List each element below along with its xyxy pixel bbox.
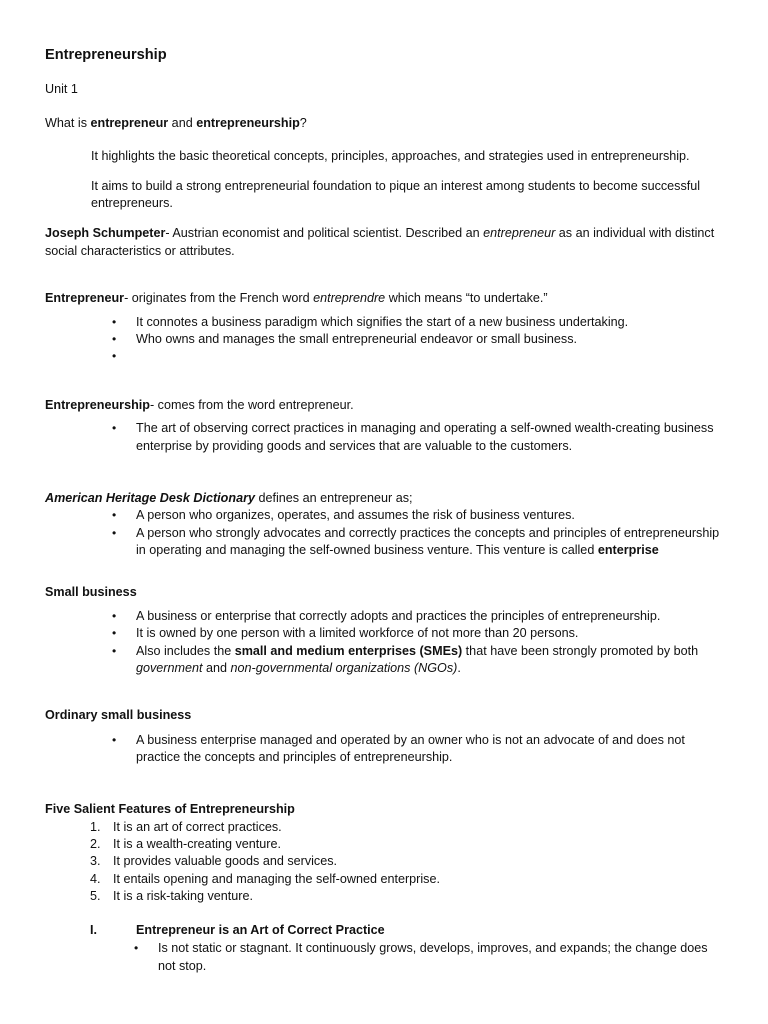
feature-number: 1. <box>90 820 101 834</box>
entrepreneur-definition: Entrepreneur- originates from the French word entreprendre which means “to undertake.” <box>45 291 548 305</box>
bullet-marker-empty: • <box>112 349 117 363</box>
entrepreneurship-bullet-1-line-2: enterprise by providing goods and services that are valuable to the customers. <box>136 439 573 453</box>
intro-line-1: It highlights the basic theoretical concepts, principles, approaches, and strategies used in entrepreneurship. <box>91 149 690 163</box>
bullet-marker: • <box>112 421 117 435</box>
question-line: What is entrepreneur and entrepreneurship? <box>45 116 307 130</box>
feature-item: It entails opening and managing the self-owned enterprise. <box>113 872 440 886</box>
entrepreneurship-bullet-1-line-1: The art of observing correct practices in managing and operating a self-owned wealth-creating business <box>136 421 714 435</box>
ordinary-small-business-heading: Ordinary small business <box>45 708 192 722</box>
feature-item: It provides valuable goods and services. <box>113 854 338 868</box>
section-bullet-1-line-2: not stop. <box>158 959 207 973</box>
entrepreneur-bullet-1: It connotes a business paradigm which signifies the start of a new business undertaking. <box>136 315 629 329</box>
schumpeter-line-1: Joseph Schumpeter- Austrian economist and political scientist. Described an entrepreneur as an individual with distinct <box>45 226 715 240</box>
dictionary-bullet-2-line-2: in operating and managing the self-owned business venture. This venture is called enterprise <box>136 543 659 557</box>
small-business-bullet-2: It is owned by one person with a limited workforce of not more than 20 persons. <box>136 626 579 640</box>
feature-number: 4. <box>90 872 101 886</box>
small-business-bullet-3-line-1: Also includes the small and medium enterprises (SMEs) that have been strongly promoted by both <box>136 644 699 658</box>
intro-line-2: It aims to build a strong entrepreneurial foundation to pique an interest among students to become successful <box>91 179 701 193</box>
section-heading: Entrepreneur is an Art of Correct Practice <box>136 923 385 937</box>
dictionary-definition: American Heritage Desk Dictionary defines an entrepreneur as; <box>45 491 413 505</box>
bullet-marker: • <box>112 609 117 623</box>
dictionary-bullet-2-line-1: A person who strongly advocates and correctly practices the concepts and principles of entrepreneurship <box>136 526 720 540</box>
feature-item: It is an art of correct practices. <box>113 820 282 834</box>
bullet-marker: • <box>112 332 117 346</box>
ordinary-bullet-1-line-1: A business enterprise managed and operated by an owner who is not an advocate of and does not <box>136 733 685 747</box>
section-bullet-1-line-1: Is not static or stagnant. It continuously grows, develops, improves, and expands; the change does <box>158 941 708 955</box>
ordinary-bullet-1-line-2: practice the concepts and principles of entrepreneurship. <box>136 750 453 764</box>
bullet-marker: • <box>112 315 117 329</box>
feature-item: It is a wealth-creating venture. <box>113 837 281 851</box>
intro-line-3: entrepreneurs. <box>91 196 173 210</box>
feature-number: 3. <box>90 854 101 868</box>
feature-number: 2. <box>90 837 101 851</box>
dictionary-bullet-1: A person who organizes, operates, and assumes the risk of business ventures. <box>136 508 575 522</box>
bullet-marker: • <box>112 644 117 658</box>
feature-number: 5. <box>90 889 101 903</box>
bullet-marker: • <box>112 526 117 540</box>
feature-item: It is a risk-taking venture. <box>113 889 253 903</box>
bullet-marker: • <box>112 508 117 522</box>
section-number: I. <box>90 923 97 937</box>
unit-label: Unit 1 <box>45 82 78 96</box>
entrepreneurship-definition: Entrepreneurship- comes from the word entrepreneur. <box>45 398 354 412</box>
small-business-bullet-1: A business or enterprise that correctly adopts and practices the principles of entrepreneurship. <box>136 609 661 623</box>
bullet-marker: • <box>112 733 117 747</box>
bullet-marker: • <box>134 941 139 955</box>
features-heading: Five Salient Features of Entrepreneurship <box>45 802 295 816</box>
small-business-heading: Small business <box>45 585 137 599</box>
document-title: Entrepreneurship <box>45 47 167 63</box>
small-business-bullet-3-line-2: government and non-governmental organizations (NGOs). <box>136 661 461 675</box>
schumpeter-line-2: social characteristics or attributes. <box>45 244 235 258</box>
bullet-marker: • <box>112 626 117 640</box>
entrepreneur-bullet-2: Who owns and manages the small entrepreneurial endeavor or small business. <box>136 332 578 346</box>
